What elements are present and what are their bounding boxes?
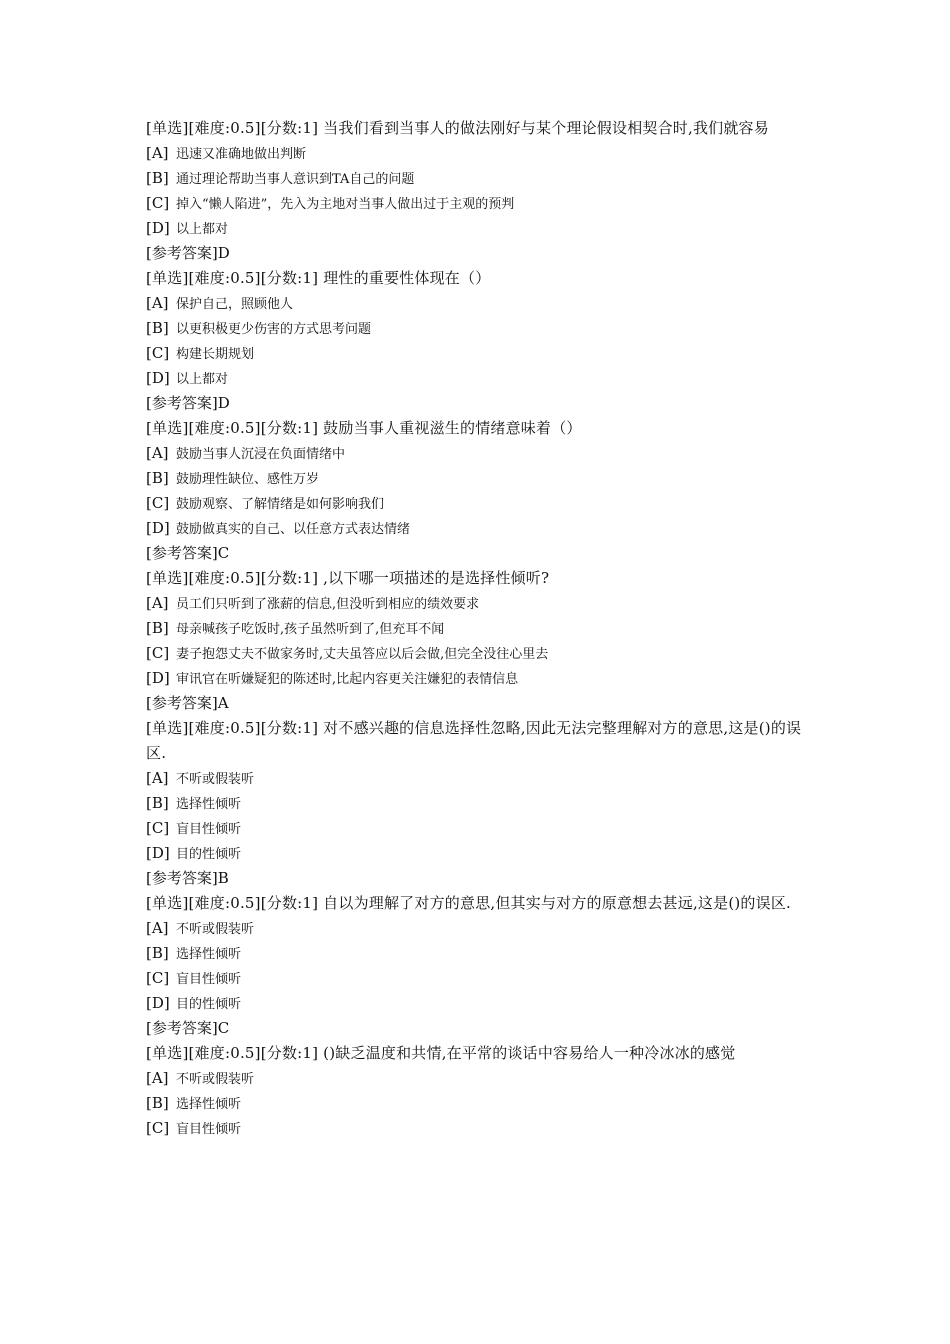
option-key: [A] — [146, 594, 169, 612]
option-key: [C] — [146, 194, 170, 212]
option-c — [146, 641, 810, 666]
question-stem: [单选][难度:0.5][分数:1] 对不感兴趣的信息选择性忽略,因此无法完整理解对方的意思,这是()的误区. — [146, 719, 802, 762]
question-stem: [单选][难度:0.5][分数:1] 鼓励当事人重视滋生的情绪意味着（） — [146, 419, 582, 437]
question-2 — [146, 266, 810, 416]
option-text: 不听或假装听 — [176, 772, 255, 787]
option-text: 以上都对 — [176, 372, 229, 387]
option-text: 不听或假装听 — [176, 922, 255, 937]
option-a — [146, 1066, 810, 1091]
option-d — [146, 991, 810, 1016]
option-text: 以上都对 — [176, 222, 229, 237]
option-key: [D] — [146, 519, 170, 537]
option-d — [146, 216, 810, 241]
option-key: [B] — [146, 1094, 169, 1112]
option-a — [146, 141, 810, 166]
reference-answer: [参考答案]C — [146, 1019, 230, 1037]
question-5 — [146, 716, 810, 891]
option-key: [A] — [146, 919, 169, 937]
option-key: [B] — [146, 619, 169, 637]
option-key: [B] — [146, 169, 169, 187]
option-key: [B] — [146, 944, 169, 962]
option-text: 目的性倾听 — [176, 847, 242, 862]
option-key: [A] — [146, 444, 169, 462]
reference-answer: [参考答案]B — [146, 869, 229, 887]
option-key: [A] — [146, 294, 169, 312]
option-key: [A] — [146, 144, 169, 162]
option-b — [146, 616, 810, 641]
option-d — [146, 666, 810, 691]
option-b — [146, 166, 810, 191]
question-1 — [146, 116, 810, 266]
option-a — [146, 441, 810, 466]
option-key: [C] — [146, 644, 170, 662]
option-text: 盲目性倾听 — [176, 1122, 242, 1137]
question-stem: [单选][难度:0.5][分数:1] 当我们看到当事人的做法刚好与某个理论假设相契合时,我们就容易 — [146, 119, 769, 137]
option-key: [A] — [146, 1069, 169, 1087]
question-stem: [单选][难度:0.5][分数:1] 自以为理解了对方的意思,但其实与对方的原意想去甚远,这是()的误区. — [146, 894, 791, 912]
option-b — [146, 791, 810, 816]
document-page — [146, 116, 810, 1141]
question-3 — [146, 416, 810, 566]
question-7 — [146, 1041, 810, 1141]
reference-answer: [参考答案]D — [146, 244, 230, 262]
option-d — [146, 516, 810, 541]
option-key: [C] — [146, 494, 170, 512]
option-text: 母亲喊孩子吃饭时,孩子虽然听到了,但充耳不闻 — [176, 622, 445, 637]
option-key: [D] — [146, 994, 170, 1012]
option-b — [146, 466, 810, 491]
option-key: [D] — [146, 369, 170, 387]
option-key: [D] — [146, 844, 170, 862]
option-text: 构建长期规划 — [176, 347, 255, 362]
reference-answer: [参考答案]D — [146, 394, 230, 412]
option-b — [146, 316, 810, 341]
option-key: [B] — [146, 794, 169, 812]
option-a — [146, 291, 810, 316]
reference-answer: [参考答案]C — [146, 544, 230, 562]
option-key: [A] — [146, 769, 169, 787]
option-text: 不听或假装听 — [176, 1072, 255, 1087]
option-text: 鼓励观察、了解情绪是如何影响我们 — [176, 497, 385, 512]
option-text: 保护自己，照顾他人 — [176, 297, 294, 312]
option-key: [C] — [146, 819, 170, 837]
option-text: 员工们只听到了涨薪的信息,但没听到相应的绩效要求 — [176, 597, 480, 612]
option-key: [B] — [146, 319, 169, 337]
option-c — [146, 341, 810, 366]
option-text: 鼓励做真实的自己、以任意方式表达情绪 — [176, 522, 411, 537]
option-a — [146, 591, 810, 616]
option-d — [146, 841, 810, 866]
question-stem: [单选][难度:0.5][分数:1] ()缺乏温度和共情,在平常的谈话中容易给人一种冷冰冰的感觉 — [146, 1044, 736, 1062]
option-c — [146, 491, 810, 516]
reference-answer: [参考答案]A — [146, 694, 229, 712]
option-key: [C] — [146, 969, 170, 987]
option-text: 通过理论帮助当事人意识到TA自己的问题 — [176, 172, 415, 187]
option-text: 妻子抱怨丈夫不做家务时,丈夫虽答应以后会做,但完全没往心里去 — [176, 647, 549, 662]
option-text: 鼓励当事人沉浸在负面情绪中 — [176, 447, 346, 462]
option-text: 盲目性倾听 — [176, 822, 242, 837]
option-c — [146, 966, 810, 991]
option-text: 掉入“懒人陷进”，先入为主地对当事人做出过于主观的预判 — [176, 197, 515, 212]
option-a — [146, 916, 810, 941]
option-key: [C] — [146, 1119, 170, 1137]
question-stem: [单选][难度:0.5][分数:1] 理性的重要性体现在（） — [146, 269, 491, 287]
option-text: 审讯官在听嫌疑犯的陈述时,比起内容更关注嫌犯的表情信息 — [176, 672, 519, 687]
option-c — [146, 816, 810, 841]
option-key: [B] — [146, 469, 169, 487]
option-d — [146, 366, 810, 391]
option-key: [D] — [146, 219, 170, 237]
option-b — [146, 941, 810, 966]
option-key: [D] — [146, 669, 170, 687]
option-c — [146, 1116, 810, 1141]
option-text: 目的性倾听 — [176, 997, 242, 1012]
option-text: 盲目性倾听 — [176, 972, 242, 987]
option-text: 选择性倾听 — [176, 797, 242, 812]
option-b — [146, 1091, 810, 1116]
question-6 — [146, 891, 810, 1041]
option-a — [146, 766, 810, 791]
question-stem: [单选][难度:0.5][分数:1] ,以下哪一项描述的是选择性倾听? — [146, 569, 550, 587]
option-text: 选择性倾听 — [176, 947, 242, 962]
option-text: 以更积极更少伤害的方式思考问题 — [176, 322, 372, 337]
option-text: 鼓励理性缺位、感性万岁 — [176, 472, 320, 487]
question-4 — [146, 566, 810, 716]
option-c — [146, 191, 810, 216]
option-text: 选择性倾听 — [176, 1097, 242, 1112]
option-text: 迅速又准确地做出判断 — [176, 147, 307, 162]
option-key: [C] — [146, 344, 170, 362]
